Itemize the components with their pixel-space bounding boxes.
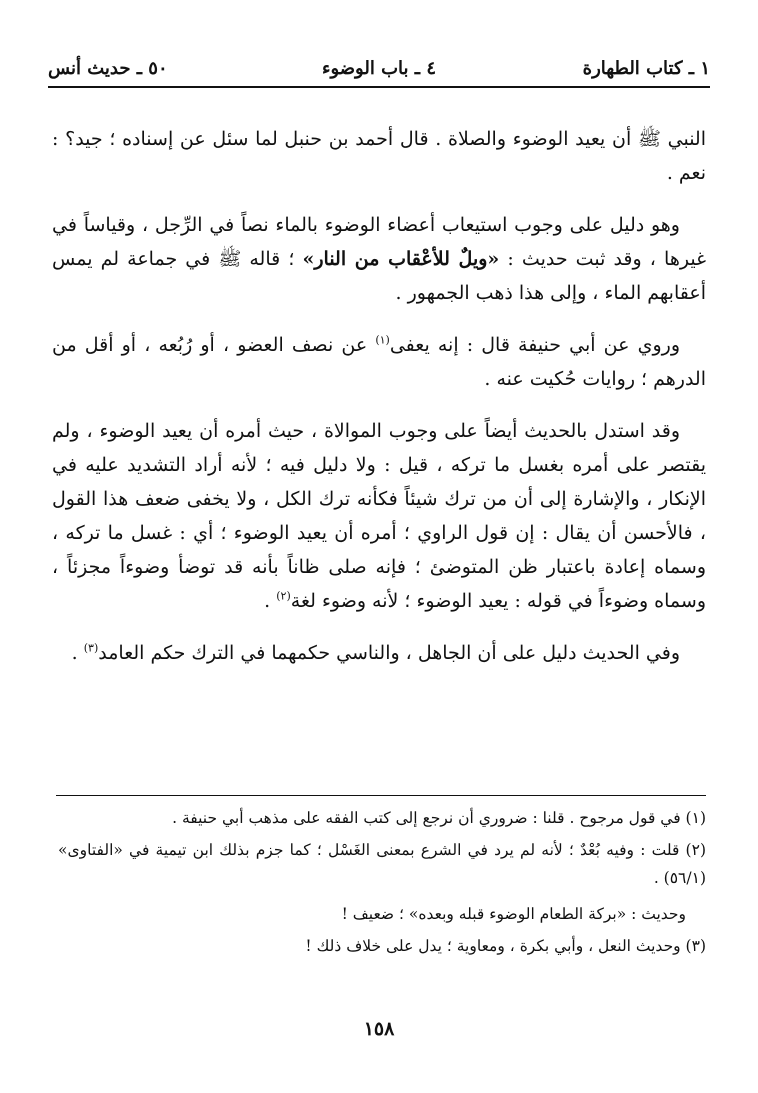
paragraph-text: عن نصف العضو ، أو رُبُعه ، أو أقل من الدرهم ؛ روايات حُكيت عنه .: [52, 334, 706, 390]
footnote-2: (٢) قلت : وفيه بُعْدٌ ؛ لأنه لم يرد في الشرع بمعنى الغَسْل ؛ كما جزم بذلك ابن تيمية في «الفتاوى» (٥٦/١) .: [58, 841, 706, 887]
main-text: [52, 122, 706, 688]
footnotes: [58, 804, 706, 964]
footnote-ref-1: (١): [375, 333, 390, 347]
paragraph-text: .: [264, 590, 277, 612]
paragraph-2: [52, 208, 706, 310]
header-hadith-title: ٥٠ ـ حديث أنس: [48, 57, 168, 79]
footnote-3: (٣) وحديث النعل ، وأبي بكرة ، ومعاوية ؛ يدل على خلاف ذلك !: [305, 937, 706, 955]
paragraph-4: [52, 414, 706, 618]
paragraph-text: وهو دليل على وجوب استيعاب أعضاء الوضوء بالماء نصاً في الرِّجل ، وقياساً في غيرها ، وقد ثبت حديث :: [52, 214, 706, 270]
footnote-divider: [56, 795, 706, 796]
footnote-ref-3: (٣): [83, 641, 99, 655]
footnote-1: (١) في قول مرجوح . قلنا : ضروري أن نرجع إلى كتب الفقه على مذهب أبي حنيفة .: [172, 809, 706, 827]
paragraph-text: وروي عن أبي حنيفة قال : إنه يعفى: [389, 334, 680, 356]
paragraph-1: [52, 122, 706, 190]
paragraph-text: .: [71, 642, 84, 664]
footnote-ref-2: (٢): [276, 589, 291, 603]
paragraph-text: وقد استدل بالحديث أيضاً على وجوب الموالاة ، حيث أمره أن يعيد الوضوء ، ولم يقتصر على أمره بغسل ما تركه ، قيل : ولا دليل فيه ؛ لأنه أراد التشديد عليه في الإنكار ، والإشارة إلى أن من ترك شيئاً فكأنه ترك الكل ، ولا يخفى ضعف هذا القول ، فالأحسن أن يقال : إن قول الراوي ؛ أمره أن يعيد الوضوء ؛ أي : غسل ما تركه ، وسماه إعادة باعتبار ظن المتوضئ ؛ فإنه صلى ظاناً بأنه قد توضأ وضوءاً مجزئاً ، وسماه وضوءاً في قوله : يعيد الوضوء ؛ لأنه وضوء لغة: [52, 420, 706, 612]
paragraph-text: ؛ قاله ﷺ في جماعة لم يمس أعقابهم الماء ، وإلى هذا ذهب الجمهور .: [52, 248, 706, 304]
paragraph-text: وفي الحديث دليل على أن الجاهل ، والناسي حكمهما في الترك حكم العامد: [98, 642, 680, 664]
header-book-title: ١ ـ كتاب الطهارة: [582, 57, 710, 79]
paragraph-3: [52, 328, 706, 396]
running-header: [48, 50, 710, 88]
paragraph-text: النبي ﷺ أن يعيد الوضوء والصلاة . قال أحمد بن حنبل لما سئل عن إسناده ؛ جيد؟ : نعم .: [52, 128, 706, 184]
paragraph-5: [52, 636, 706, 670]
footnote-2-continuation: وحديث : «بركة الطعام الوضوء قبله وبعده» ؛ ضعيف !: [341, 905, 686, 923]
page-number: ١٥٨: [363, 1018, 395, 1040]
header-chapter-title: ٤ ـ باب الوضوء: [321, 57, 436, 79]
hadith-quote: «ويلٌ للأعْقاب من النار»: [302, 248, 500, 270]
